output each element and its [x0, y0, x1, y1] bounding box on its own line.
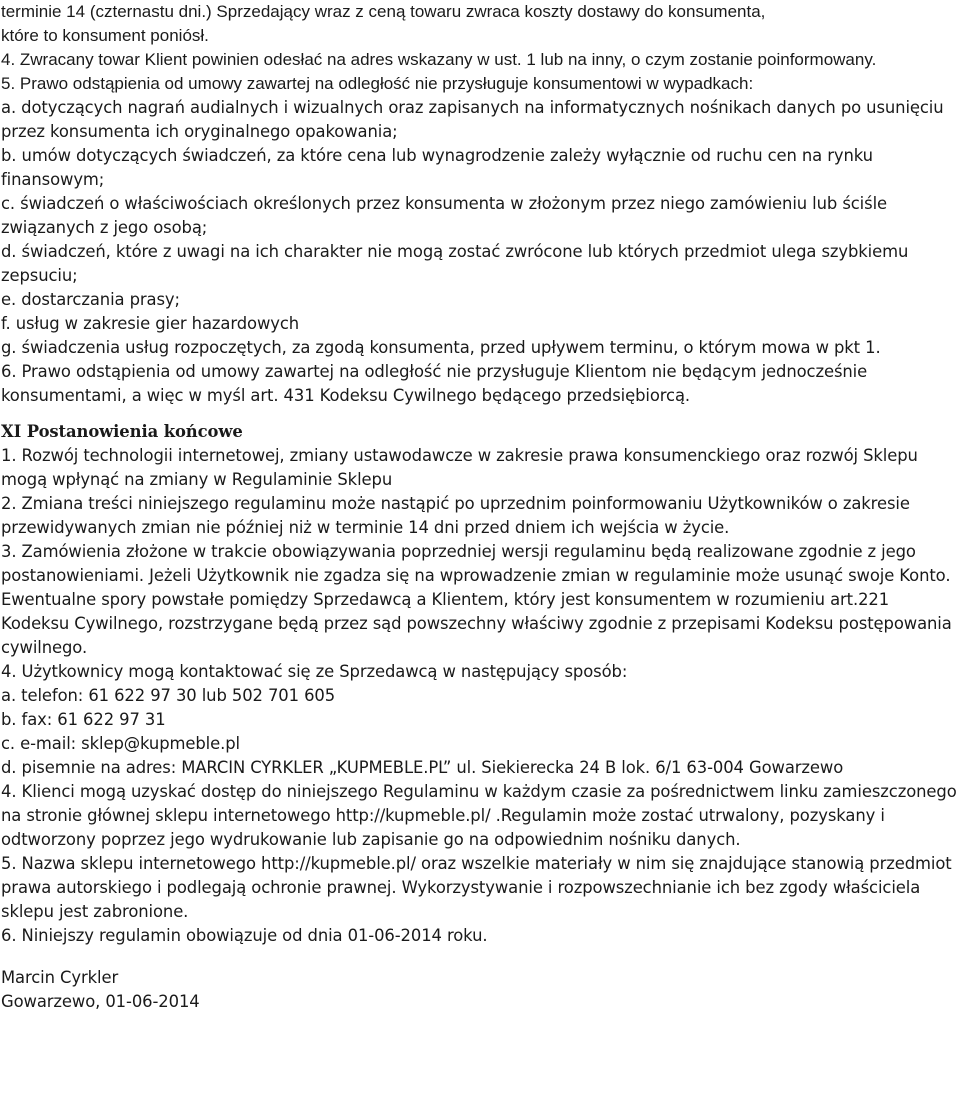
list-item: 1. Rozwój technologii internetowej, zmiany ustawodawcze w zakresie prawa konsumenckiego oraz rozwój Sklepu mogą wpłynąć na zmiany w Regulaminie Sklepu — [1, 446, 918, 489]
list-item: 4. Klienci mogą uzyskać dostęp do niniejszego Regulaminu w każdym czasie za pośrednictwem linku zamieszczonego na stronie głównej sklepu internetowego http://kupmeble.pl/ .Regulamin może zostać utrwalony, pozyskany i odtworzony poprzez jego wydrukowanie lub zapisanie go na odpowiednim nośniku danych. — [1, 782, 957, 849]
section-heading: XI Postanowienia końcowe — [1, 422, 243, 441]
list-item: f. usług w zakresie gier hazardowych — [1, 314, 300, 333]
list-item: 4. Użytkownicy mogą kontaktować się ze Sprzedawcą w następujący sposób: — [1, 662, 628, 681]
paragraph-continuation: terminie 14 (czternastu dni.) Sprzedający wraz z ceną towaru zwraca koszty dostawy do konsumenta, — [1, 2, 766, 21]
list-item: e. dostarczania prasy; — [1, 290, 180, 309]
list-item: 3. Zamówienia złożone w trakcie obowiązywania poprzedniej wersji regulaminu będą realizowane zgodnie z jego postanowieniami. Jeżeli Użytkownik nie zgadza się na wprowadzenie zmian w regulaminie może usunąć swoje Konto. Ewentualne spory powstałe pomiędzy Sprzedawcą a Klientem, który jest konsumentem w rozumieniu art.221 Kodeksu Cywilnego, rozstrzygane będą przez sąd powszechny właściwy zgodnie z przepisami Kodeksu postępowania cywilnego. — [1, 542, 952, 657]
document-page — [1, 0, 959, 1014]
contact-fax: b. fax: 61 622 97 31 — [1, 710, 166, 729]
contact-email: c. e-mail: sklep@kupmeble.pl — [1, 734, 240, 753]
contact-address: d. pisemnie na adres: MARCIN CYRKLER „KUPMEBLE.PL” ul. Siekierecka 24 B lok. 6/1 63-004 Gowarzewo — [1, 758, 844, 777]
list-item: d. świadczeń, które z uwagi na ich charakter nie mogą zostać zwrócone lub których przedmiot ulega szybkiemu zepsuciu; — [1, 242, 909, 285]
list-item: g. świadczenia usług rozpoczętych, za zgodą konsumenta, przed upływem terminu, o którym mowa w pkt 1. — [1, 338, 881, 357]
paragraph-continuation: które to konsument poniósł. — [1, 26, 209, 45]
list-item: 5. Prawo odstąpienia od umowy zawartej na odległość nie przysługuje konsumentowi w wypadkach: — [1, 74, 754, 93]
spacer — [1, 408, 959, 420]
signature-name: Marcin Cyrkler — [1, 968, 119, 987]
list-item: 5. Nazwa sklepu internetowego http://kupmeble.pl/ oraz wszelkie materiały w nim się znajdujące stanowią przedmiot prawa autorskiego i podlegają ochronie prawnej. Wykorzystywanie i rozpowszechnianie ich bez zgody właściciela sklepu jest zabronione. — [1, 854, 952, 921]
spacer — [1, 948, 959, 966]
returns-section — [1, 0, 959, 96]
list-item: 6. Niniejszy regulamin obowiązuje od dnia 01-06-2014 roku. — [1, 926, 488, 945]
signature-block — [1, 966, 959, 1014]
list-item: b. umów dotyczących świadczeń, za które cena lub wynagrodzenie zależy wyłącznie od ruchu cen na rynku finansowym; — [1, 146, 873, 189]
list-item: 4. Zwracany towar Klient powinien odesłać na adres wskazany w ust. 1 lub na inny, o czym zostanie poinformowany. — [1, 50, 877, 69]
contact-phone: a. telefon: 61 622 97 30 lub 502 701 605 — [1, 686, 336, 705]
list-item: 2. Zmiana treści niniejszego regulaminu może nastąpić po uprzednim poinformowaniu Użytkowników o zakresie przewidywanych zmian nie później niż w terminie 14 dni przed dniem ich wejścia w życie. — [1, 494, 910, 537]
list-item: 6. Prawo odstąpienia od umowy zawartej na odległość nie przysługuje Klientom nie będącym jednocześnie konsumentami, a więc w myśl art. 431 Kodeksu Cywilnego będącego przedsiębiorcą. — [1, 362, 868, 405]
list-item: c. świadczeń o właściwościach określonych przez konsumenta w złożonym przez niego zamówieniu lub ściśle związanych z jego osobą; — [1, 194, 888, 237]
list-item: a. dotyczących nagrań audialnych i wizualnych oraz zapisanych na informatycznych nośnikach danych po usunięciu przez konsumenta ich oryginalnego opakowania; — [1, 98, 944, 141]
signature-place-date: Gowarzewo, 01-06-2014 — [1, 992, 200, 1011]
exceptions-list — [1, 96, 959, 408]
final-provisions-section — [1, 420, 959, 948]
